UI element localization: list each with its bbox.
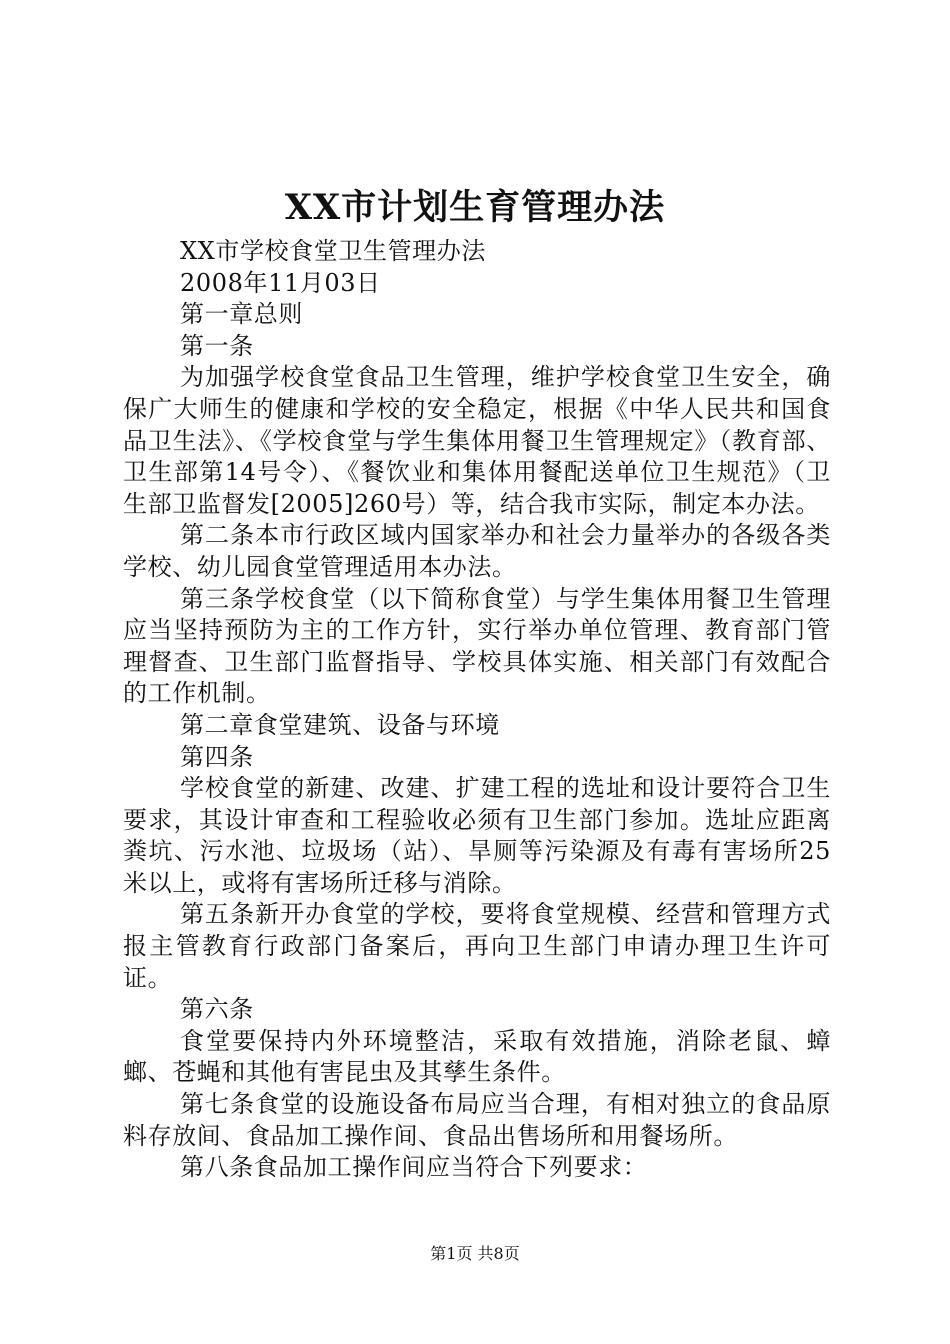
paragraph: 第八条食品加工操作间应当符合下列要求： [180,1153,648,1182]
paragraph: 第三条学校食堂（以下简称食堂）与学生集体用餐卫生管理应当坚持预防为主的工作方针，实行举办单位管理、教育部门管理督查、卫生部门监督指导、学校具体实施、相关部门有效配合的工作机制。 [123,584,831,708]
article-heading: 第六条 [180,995,254,1024]
paragraph: 第五条新开办食堂的学校，要将食堂规模、经营和管理方式报主管教育行政部门备案后，再向卫生部门申请办理卫生许可证。 [123,900,831,992]
document-body [123,236,831,1184]
document-title: XX市计划生育管理办法 [284,187,666,228]
article-heading: 第四条 [180,742,254,771]
paragraph: 学校食堂的新建、改建、扩建工程的选址和设计要符合卫生要求，其设计审查和工程验收必须有卫生部门参加。选址应距离粪坑、污水池、垃圾场（站）、旱厕等污染源及有毒有害场所25米以上，或将有害场所迁移与消除。 [123,774,831,897]
chapter-heading: 第二章食堂建筑、设备与环境 [180,710,500,739]
paragraph: 第七条食堂的设施设备布局应当合理，有相对独立的食品原料存放间、食品加工操作间、食品出售场所和用餐场所。 [123,1090,831,1150]
chapter-heading: 第一章总则 [180,300,303,329]
subtitle-line: XX市学校食堂卫生管理办法 [180,237,486,265]
date-line: 2008年11月03日 [180,268,381,297]
paragraph: 第二条本市行政区域内国家举办和社会力量举办的各级各类学校、幼儿园食堂管理适用本办法。 [123,521,831,581]
page-footer: 第1页 共8页 [430,1244,520,1263]
article-heading: 第一条 [180,331,254,360]
paragraph: 食堂要保持内外环境整洁，采取有效措施，消除老鼠、蟑螂、苍蝇和其他有害昆虫及其孳生条件。 [123,1026,831,1087]
paragraph: 为加强学校食堂食品卫生管理，维护学校食堂卫生安全，确保广大师生的健康和学校的安全稳定，根据《中华人民共和国食品卫生法》、《学校食堂与学生集体用餐卫生管理规定》（教育部、卫生部第14号令）、《餐饮业和集体用餐配送单位卫生规范》（卫生部卫监督发[2005]260号）等，结合我市实际，制定本办法。 [123,363,831,518]
